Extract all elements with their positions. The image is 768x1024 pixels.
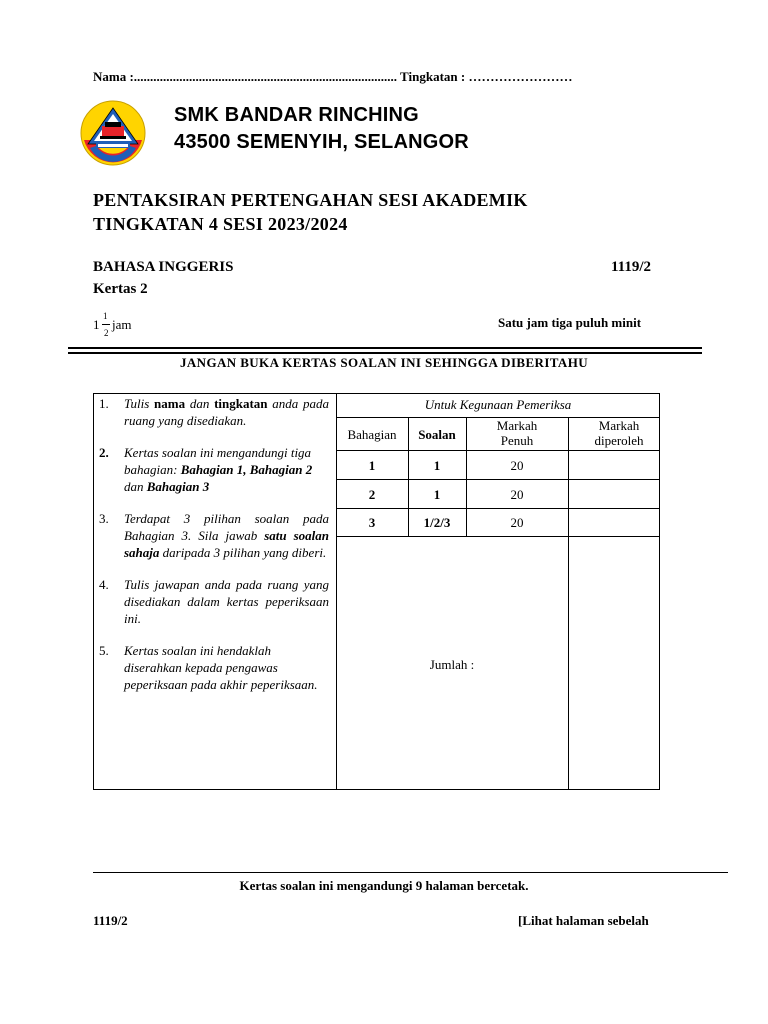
paper-number: Kertas 2 [93, 281, 148, 297]
fraction-bar [102, 324, 110, 325]
header-markah-penuh: Markah Penuh [496, 418, 538, 448]
instruction-item: 2. Kertas soalan ini mengandungi tiga bahagian: Bahagian 1, Bahagian 2 dan Bahagian 3 [99, 445, 313, 494]
duration-words: Satu jam tiga puluh minit [498, 315, 642, 330]
school-logo-icon [80, 100, 146, 166]
duration-unit: jam [112, 317, 132, 332]
exam-subtitle: TINGKATAN 4 SESI 2023/2024 [93, 214, 348, 234]
row-markah: 20 [510, 458, 524, 473]
name-tingkatan-line: Nama :................................................................................. Tingkatan : …………………… [93, 69, 573, 84]
row-soalan: 1 [433, 487, 441, 502]
total-label: Jumlah : [429, 657, 475, 672]
next-page-note: [Lihat halaman sebelah [518, 913, 649, 928]
instruction-item: 3. Terdapat 3 pilihan soalan pada Bahagian 3. Sila jawab satu soalan sahaja daripada 3 pilihan yang diberi. [99, 511, 329, 560]
school-address: 43500 SEMENYIH, SELANGOR [174, 131, 469, 153]
instruction-item: 5. Kertas soalan ini hendaklah diserahkan kepada pengawas peperiksaan pada akhir peperiksaan. [99, 643, 318, 692]
row-bahagian: 3 [368, 515, 376, 530]
divider-bottom [68, 352, 702, 354]
header-soalan: Soalan [418, 427, 456, 442]
warning-banner: JANGAN BUKA KERTAS SOALAN INI SEHINGGA DIBERITAHU [179, 355, 588, 370]
row-markah: 20 [510, 487, 524, 502]
school-name: SMK BANDAR RINCHING [174, 104, 419, 126]
table-left-border [336, 393, 337, 790]
table-col-line [568, 417, 569, 790]
page-count-note: Kertas soalan ini mengandungi 9 halaman bercetak. [239, 878, 529, 893]
table-row-line [336, 536, 660, 537]
header-markah-diperoleh: Markah diperoleh [594, 418, 644, 448]
row-soalan: 1 [433, 458, 441, 473]
subject-name: BAHASA INGGERIS [93, 259, 234, 275]
duration-denominator: 2 [104, 328, 109, 338]
exam-title: PENTAKSIRAN PERTENGAHAN SESI AKADEMIK [93, 190, 528, 210]
table-row-line [336, 479, 660, 480]
divider-top [68, 347, 702, 349]
duration-whole: 1 [93, 317, 100, 332]
duration-numerator: 1 [103, 311, 108, 321]
row-markah: 20 [510, 515, 524, 530]
footer-code: 1119/2 [93, 913, 128, 928]
table-row-line [336, 508, 660, 509]
table-header-line [336, 450, 660, 451]
footer-rule [93, 872, 728, 873]
row-bahagian: 2 [368, 487, 376, 502]
table-caption: Untuk Kegunaan Pemeriksa [424, 397, 572, 412]
row-bahagian: 1 [368, 458, 376, 473]
header-bahagian: Bahagian [347, 427, 397, 442]
instruction-item: 4. Tulis jawapan anda pada ruang yang disediakan dalam kertas peperiksaan ini. [99, 577, 329, 626]
row-soalan: 1/2/3 [423, 515, 451, 530]
subject-code: 1119/2 [611, 259, 652, 275]
instruction-item: 1. Tulis nama dan tingkatan anda pada ruang yang disediakan. [99, 396, 329, 428]
instructions-list [99, 395, 329, 708]
